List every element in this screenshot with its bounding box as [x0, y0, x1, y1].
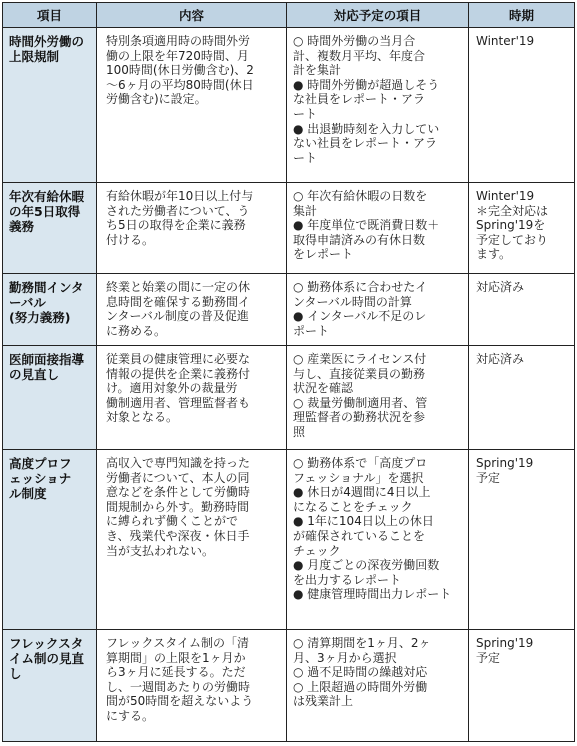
content-cell	[97, 28, 287, 183]
content-text: 高収入で専門知識を持った 労働者について、本人の同 意などを条件として労働時 間規制から外す。勤務時間 に縛られず働くことがで き、残業代や深夜・休日手 当が支払われない。	[106, 456, 251, 558]
item-label: 医師面接指導 の見直し	[9, 352, 85, 382]
item-label: 高度プロフ ェッショナ ル制度	[9, 456, 72, 501]
plan-cell	[287, 450, 469, 630]
plan-item: ○ 時間外労働の当月合 計、複数月平均、年度合 計を集計	[293, 34, 426, 78]
table-row	[3, 630, 575, 742]
timing-text: 対応済み	[476, 352, 525, 366]
item-cell	[3, 450, 97, 630]
item-label: フレックスタ イム制の見直 し	[9, 636, 85, 681]
timing-cell	[469, 346, 575, 450]
plan-cell	[287, 28, 469, 183]
item-cell	[3, 183, 97, 274]
timing-cell	[469, 183, 575, 274]
timing-cell	[469, 630, 575, 742]
timing-text: Spring'19 予定	[476, 456, 534, 485]
timing-text: 対応済み	[476, 280, 525, 294]
plan-item: ○ 裁量労働制適用者、管 理監督者の勤務状況を参 照	[293, 395, 428, 439]
content-text: 終業と始業の間に一定の休 息時間を確保する勤務間イ ンターバル制度の普及促進 に務める。	[106, 280, 251, 338]
item-cell	[3, 28, 97, 183]
item-label: 時間外労働の 上限規制	[9, 34, 85, 64]
plan-item: ● 休日が4週間に4日以上 になることをチェック	[293, 485, 431, 514]
item-label: 年次有給休暇 の年5日取得 義務	[9, 189, 85, 234]
plan-item: ● インターバル不足のレ ポート	[293, 309, 427, 338]
plan-item: ○ 上限超過の時間外労働 は残業計上	[293, 679, 428, 709]
content-text: 従業員の健康管理に必要な 情報の提供を企業に義務付 け。適用対象外の裁量労 働制適用者、管理監督者も 対象となる。	[106, 352, 251, 425]
plan-item: ○ 清算期間を1ヶ月、2ヶ 月、3ヶ月から選択	[293, 636, 431, 665]
content-text: 有給休暇が年10日以上付与 された労働者について、う ち5日の取得を企業に義務 付ける。	[106, 189, 254, 247]
table-row	[3, 346, 575, 450]
plan-item: ○ 過不足時間の繰越対応	[293, 665, 428, 680]
content-cell	[97, 346, 287, 450]
plan-item: ○ 勤務体系に合わせたイ ンターバル時間の計算	[293, 280, 428, 309]
table-row	[3, 450, 575, 630]
header-timing: 時期	[469, 3, 575, 28]
plan-item: ○ 勤務体系で「高度プロ フェッショナル」を選択	[293, 456, 428, 485]
content-cell	[97, 450, 287, 630]
timing-text: Winter'19	[476, 34, 535, 48]
timing-cell	[469, 450, 575, 630]
item-cell	[3, 346, 97, 450]
plan-cell	[287, 274, 469, 346]
header-plan: 対応予定の項目	[287, 3, 469, 28]
plan-item: ● 年度単位で既消費日数＋ 取得申請済みの有休日数 をレポート	[293, 218, 440, 262]
item-cell	[3, 274, 97, 346]
table-header-row	[3, 3, 575, 28]
table-row	[3, 28, 575, 183]
requirements-table	[2, 2, 575, 742]
plan-cell	[287, 630, 469, 742]
header-item: 項目	[3, 3, 97, 28]
plan-item: ● 健康管理時間出力レポート	[293, 587, 452, 602]
table-row	[3, 274, 575, 346]
timing-cell	[469, 28, 575, 183]
timing-text: Spring'19 予定	[476, 636, 534, 665]
plan-item: ● 時間外労働が超過しそう な社員をレポート・アラ ート	[293, 77, 440, 121]
timing-cell	[469, 274, 575, 346]
plan-item: ● 1年に104日以上の休日 が確保されていることを チェック	[293, 514, 434, 558]
content-text: 特別条項適用時の時間外労 働の上限を年720時間、月 100時間(休日労働含む)、2 〜6ヶ月の平均80時間(休日 労働含む)に設定。	[106, 34, 254, 107]
table-row	[3, 183, 575, 274]
content-cell	[97, 630, 287, 742]
plan-item: ● 出退勤時刻を入力してい ない社員をレポート・アラ ート	[293, 121, 440, 165]
timing-text: Winter'19 ＊完全対応は Spring'19を 予定しており ます。	[476, 189, 549, 262]
item-label: 勤務間インタ ーバル (努力義務)	[9, 280, 84, 325]
content-cell	[97, 183, 287, 274]
plan-cell	[287, 346, 469, 450]
plan-item: ○ 産業医にライセンス付 与し、直接従業員の勤務 状況を確認	[293, 352, 427, 396]
content-cell	[97, 274, 287, 346]
plan-item: ● 月度ごとの深夜労働回数 を出力するレポート	[293, 558, 440, 587]
content-text: フレックスタイム制の「清 算期間」の上限を1ヶ月か ら3ヶ月に延長する。ただ し、一週間あたりの労働時 間が50時間を超えないよう にする。	[106, 636, 254, 723]
item-cell	[3, 630, 97, 742]
header-content: 内容	[97, 3, 287, 28]
plan-item: ○ 年次有給休暇の日数を 集計	[293, 189, 428, 218]
plan-cell	[287, 183, 469, 274]
